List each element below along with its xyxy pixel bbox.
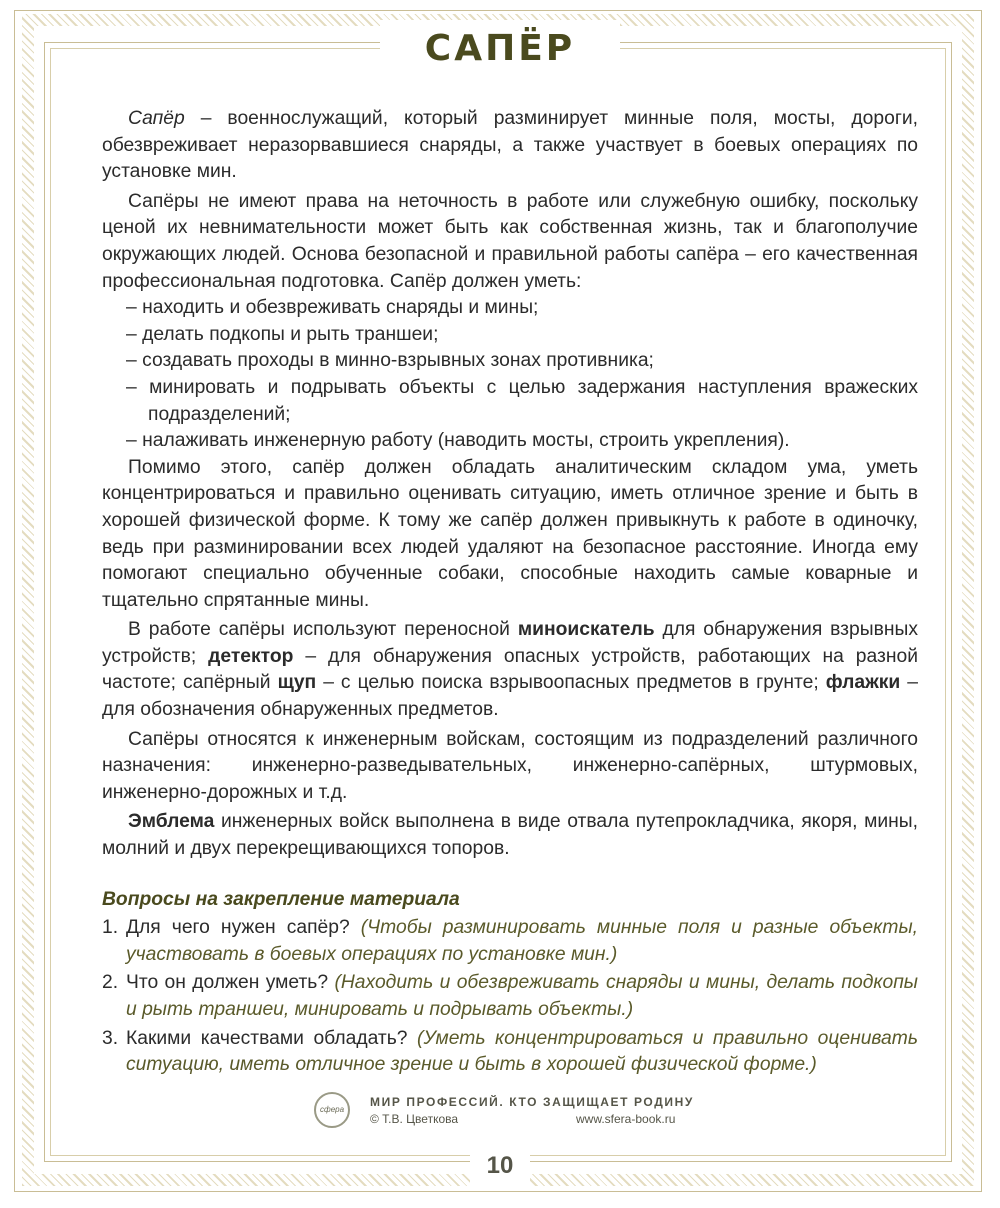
tool-term-detector: детектор <box>208 645 294 667</box>
publisher-logo-icon <box>314 1092 350 1128</box>
publisher-url: www.sfera-book.ru <box>576 1112 676 1126</box>
author-credit: © Т.В. Цветкова <box>370 1112 459 1126</box>
question-text: Для чего нужен сапёр? <box>126 917 361 939</box>
question-text: Что он должен уметь? <box>126 972 335 994</box>
questions-list <box>102 915 918 1079</box>
emblem-paragraph <box>102 809 918 862</box>
list-item: – делать подкопы и рыть траншеи; <box>126 322 918 349</box>
page-title: САПЁР <box>424 28 576 69</box>
tool-term-probe: щуп <box>277 672 317 694</box>
page-number: 10 <box>486 1152 514 1179</box>
question-number: 1. <box>102 917 119 939</box>
tool-term-flags: флажки <box>825 672 901 694</box>
question-text: Какими качествами обладать? <box>126 1027 418 1049</box>
article-body <box>102 106 918 1079</box>
list-item: – находить и обезвреживать снаряды и мины; <box>126 295 918 322</box>
tool-term-mine-detector: миноискатель <box>517 619 655 641</box>
question-item <box>102 1026 918 1079</box>
answer-text: (Чтобы разминировать минные поля и разные объекты, участвовать в боевых операциях по установке мин.) <box>126 917 918 965</box>
page-footer <box>314 1092 714 1132</box>
publisher-logo-text: сфера <box>319 1105 345 1114</box>
answer-text: (Уметь концентрироваться и правильно оценивать ситуацию, иметь отличное зрение и быть в хорошей физической форме.) <box>126 1027 918 1076</box>
tools-text: В работе сапёры используют переносной <box>128 619 518 641</box>
emblem-text: инженерных войск выполнена в виде отвала путепрокладчика, якоря, мины, молний и двух перекрещивающихся топоров. <box>102 811 918 860</box>
question-item <box>102 970 918 1023</box>
question-number: 3. <box>102 1027 119 1049</box>
qualities-paragraph: Помимо этого, сапёр должен обладать аналитическим складом ума, уметь концентрироваться и правильно оценивать ситуацию, иметь отличное зрение и быть в хорошей физической форме. К тому же сапёр должен привыкнуть к работе в одиночку, ведь при разминировании всех людей удаляют на безопасное расстояние. Иногда ему помогают специально обученные собаки, способные находить самые коварные и тщательно спрятанные мины. <box>102 456 918 611</box>
answer-text: (Находить и обезвреживать снаряды и мины, делать подкопы и рыть траншеи, минировать и подрывать объекты.) <box>126 972 918 1020</box>
tools-text: – для обозначения обнаруженных предметов. <box>102 672 918 721</box>
questions-heading: Вопросы на закрепление материала <box>102 888 460 910</box>
tools-paragraph <box>102 617 918 723</box>
tools-text: для обнаружения взрывных устройств; <box>102 619 918 667</box>
list-item: – создавать проходы в минно-взрывных зонах противника; <box>126 348 918 375</box>
question-item <box>102 915 918 968</box>
list-item: – налаживать инженерную работу (наводить мосты, строить укрепления). <box>126 428 918 455</box>
intro-paragraph <box>102 106 918 186</box>
troops-paragraph: Сапёры относятся к инженерным войскам, состоящим из подразделений различного назначения: инженерно-разведывательных, инженерно-сапёрных, штурмовых, инженерно-дорожных и т.д. <box>102 728 918 803</box>
skills-list <box>126 295 918 455</box>
intro-definition: – военнослужащий, который разминирует минные поля, мосты, дороги, обезвреживает неразорвавшиеся снаряды, а также участвует в боевых операциях по установке мин. <box>102 108 918 183</box>
list-item: – минировать и подрывать объекты с целью задержания наступления вражеских подразделений; <box>126 375 918 428</box>
tools-text: – для обнаружения опасных устройств, работающих на разной частоте; сапёрный <box>102 645 918 694</box>
series-title: МИР ПРОФЕССИЙ. КТО ЗАЩИЩАЕТ РОДИНУ <box>370 1095 694 1109</box>
emblem-term: Эмблема <box>128 811 215 833</box>
intro-term: Сапёр <box>128 108 185 129</box>
tools-text: – с целью поиска взрывоопасных предметов в грунте; <box>316 672 826 694</box>
requirements-paragraph: Сапёры не имеют права на неточность в работе или служебную ошибку, поскольку ценой их невнимательности может быть как собственная жизнь, так и благополучие окружающих людей. Основа безопасной и правильной работы сапёра – его качественная профессиональная подготовка. Сапёр должен уметь: <box>102 190 918 292</box>
page-number-badge <box>470 1146 530 1186</box>
question-number: 2. <box>102 972 119 994</box>
